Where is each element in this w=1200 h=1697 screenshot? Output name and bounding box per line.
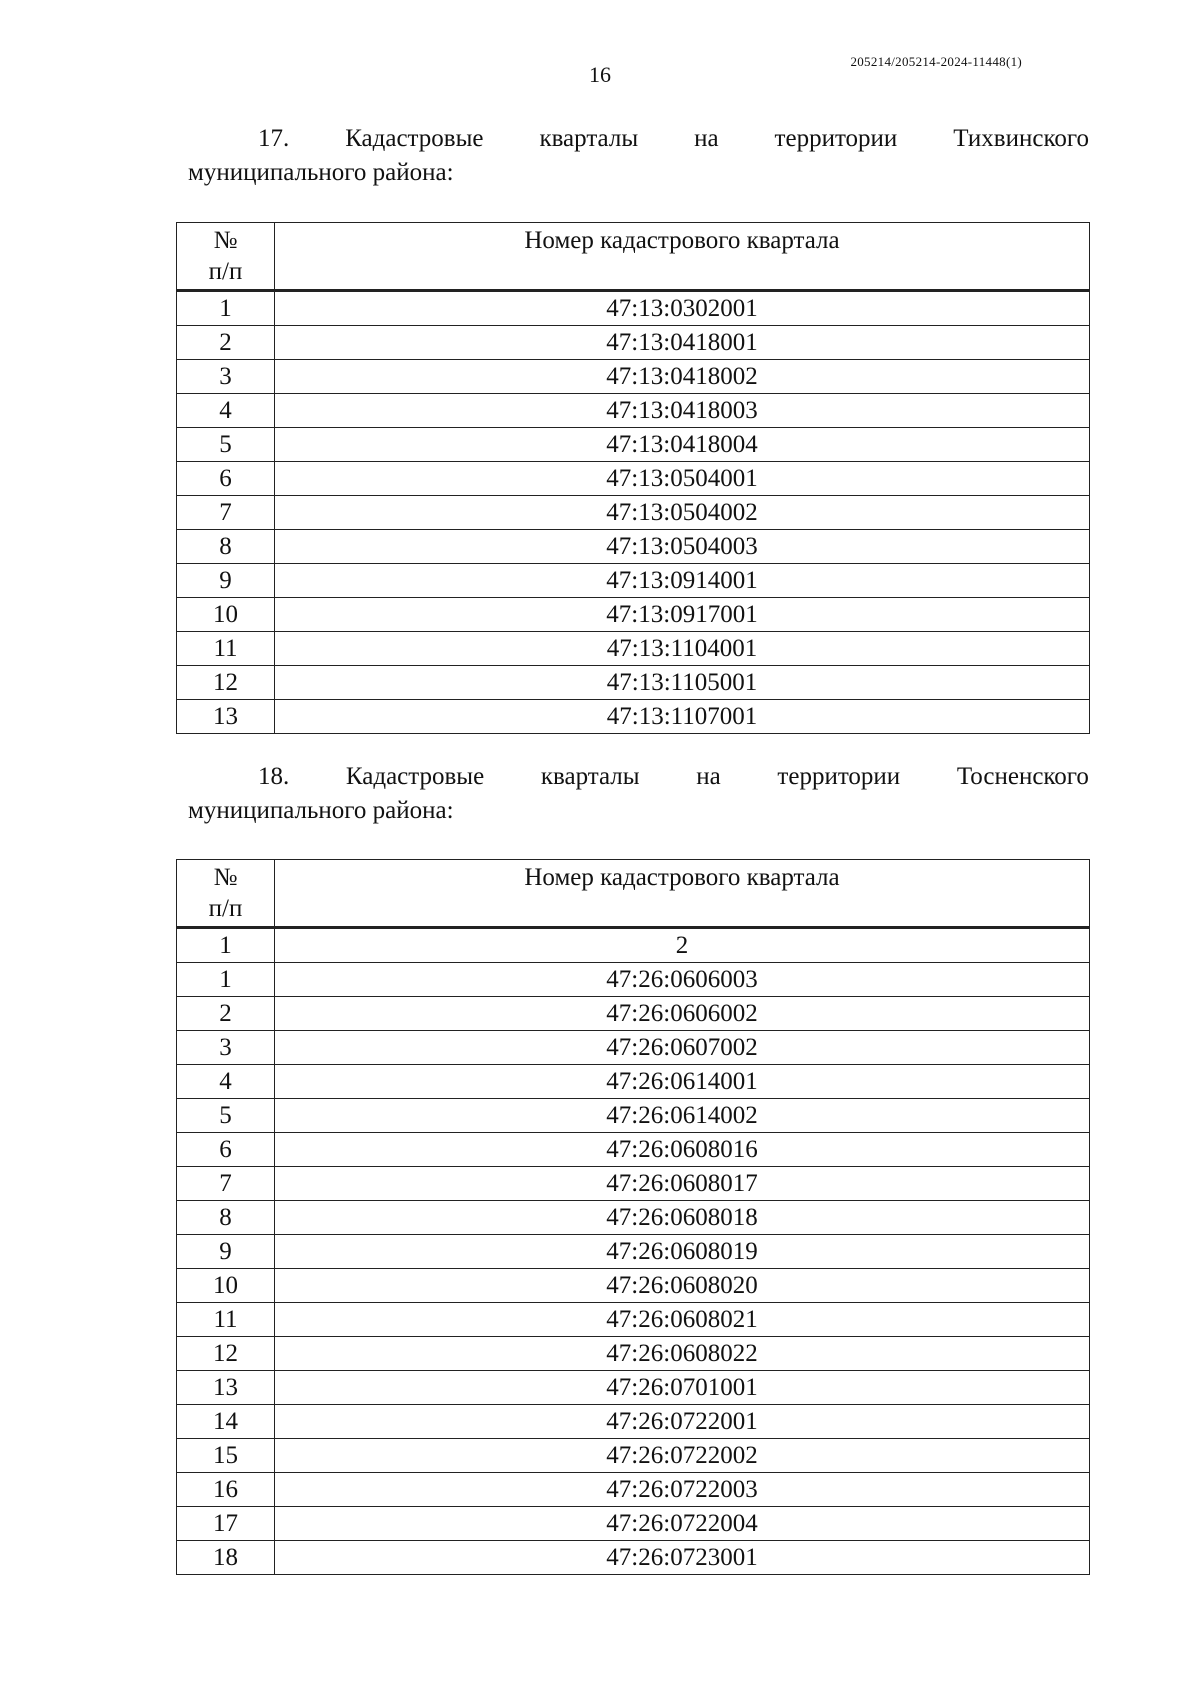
cadastral-number: 47:13:0917001	[275, 598, 1090, 632]
row-number: 7	[177, 1167, 275, 1201]
section-18-table-body	[177, 928, 1090, 1575]
row-number: 16	[177, 1473, 275, 1507]
table-header-row	[177, 223, 1090, 291]
cadastral-number: 47:13:0504003	[275, 530, 1090, 564]
row-number: 5	[177, 428, 275, 462]
row-number: 11	[177, 632, 275, 666]
row-number: 3	[177, 1031, 275, 1065]
row-number: 2	[177, 997, 275, 1031]
table-row	[177, 291, 1090, 326]
header-num-line2: п/п	[208, 258, 243, 285]
table-row	[177, 666, 1090, 700]
row-number: 17	[177, 1507, 275, 1541]
cadastral-number: 47:26:0606002	[275, 997, 1090, 1031]
row-number: 8	[177, 530, 275, 564]
table-row	[177, 1235, 1090, 1269]
document-id: 205214/205214-2024-11448(1)	[850, 54, 1022, 69]
table-header-row	[177, 860, 1090, 928]
cadastral-number: 2	[275, 928, 1090, 963]
cadastral-number: 47:26:0608019	[275, 1235, 1090, 1269]
header-num-line1: №	[213, 227, 238, 254]
table-row	[177, 632, 1090, 666]
header-num	[177, 860, 275, 928]
row-number: 14	[177, 1405, 275, 1439]
row-number: 6	[177, 1133, 275, 1167]
heading-word: кварталы	[540, 763, 640, 790]
row-number: 7	[177, 496, 275, 530]
section-17-heading-line1	[188, 122, 1089, 156]
heading-word: территории	[777, 763, 901, 790]
cadastral-number: 47:13:0418004	[275, 428, 1090, 462]
table-row	[177, 1099, 1090, 1133]
heading-word: Тихвинского	[953, 125, 1089, 152]
cadastral-number: 47:26:0607002	[275, 1031, 1090, 1065]
cadastral-number: 47:13:1104001	[275, 632, 1090, 666]
section-18-table	[176, 859, 1090, 1575]
cadastral-number: 47:13:0418003	[275, 394, 1090, 428]
table-row	[177, 1201, 1090, 1235]
table-row	[177, 1031, 1090, 1065]
section-17-heading-line2: муниципального района:	[188, 159, 454, 186]
table-row	[177, 1065, 1090, 1099]
row-number: 1	[177, 291, 275, 326]
table-row	[177, 1473, 1090, 1507]
heading-word: на	[694, 125, 719, 152]
section-18-heading-line1	[188, 760, 1089, 794]
cadastral-number: 47:26:0701001	[275, 1371, 1090, 1405]
cadastral-number: 47:13:0504001	[275, 462, 1090, 496]
header-num-line1: №	[213, 864, 238, 891]
row-number: 3	[177, 360, 275, 394]
cadastral-number: 47:26:0608022	[275, 1337, 1090, 1371]
cadastral-number: 47:26:0608016	[275, 1133, 1090, 1167]
table-row	[177, 928, 1090, 963]
cadastral-number: 47:13:1105001	[275, 666, 1090, 700]
row-number: 12	[177, 1337, 275, 1371]
table-row	[177, 564, 1090, 598]
table-row	[177, 963, 1090, 997]
row-number: 10	[177, 598, 275, 632]
heading-word: кварталы	[539, 125, 639, 152]
heading-word: Кадастровые	[345, 763, 485, 790]
section-18-heading	[188, 760, 1089, 828]
table-row	[177, 1167, 1090, 1201]
row-number: 9	[177, 1235, 275, 1269]
cadastral-number: 47:26:0723001	[275, 1541, 1090, 1575]
cadastral-number: 47:26:0722004	[275, 1507, 1090, 1541]
table-row	[177, 1303, 1090, 1337]
table-row	[177, 428, 1090, 462]
cadastral-number: 47:13:0914001	[275, 564, 1090, 598]
row-number: 2	[177, 326, 275, 360]
section-17-heading	[188, 122, 1089, 190]
table-row	[177, 1439, 1090, 1473]
row-number: 15	[177, 1439, 275, 1473]
heading-word: 17.	[258, 125, 290, 152]
heading-word: территории	[774, 125, 898, 152]
heading-word: Тосненского	[956, 763, 1089, 790]
row-number: 5	[177, 1099, 275, 1133]
table-row	[177, 1133, 1090, 1167]
header-code: Номер кадастрового квартала	[275, 223, 1090, 291]
header-num	[177, 223, 275, 291]
table-row	[177, 1405, 1090, 1439]
table-row	[177, 530, 1090, 564]
table-row	[177, 462, 1090, 496]
row-number: 13	[177, 1371, 275, 1405]
row-number: 6	[177, 462, 275, 496]
header-code: Номер кадастрового квартала	[275, 860, 1090, 928]
cadastral-number: 47:13:0418002	[275, 360, 1090, 394]
cadastral-number: 47:26:0606003	[275, 963, 1090, 997]
table-row	[177, 598, 1090, 632]
heading-word: Кадастровые	[345, 125, 484, 152]
cadastral-number: 47:26:0614001	[275, 1065, 1090, 1099]
cadastral-number: 47:26:0722001	[275, 1405, 1090, 1439]
cadastral-number: 47:13:0418001	[275, 326, 1090, 360]
cadastral-number: 47:13:0504002	[275, 496, 1090, 530]
row-number: 12	[177, 666, 275, 700]
row-number: 10	[177, 1269, 275, 1303]
section-18-heading-line2: муниципального района:	[188, 797, 454, 824]
table-row	[177, 1541, 1090, 1575]
table-row	[177, 1269, 1090, 1303]
cadastral-number: 47:26:0608021	[275, 1303, 1090, 1337]
header-num-line2: п/п	[208, 895, 243, 922]
row-number: 4	[177, 1065, 275, 1099]
row-number: 1	[177, 963, 275, 997]
table-row	[177, 997, 1090, 1031]
row-number: 8	[177, 1201, 275, 1235]
section-17-table-body	[177, 291, 1090, 734]
section-17-table	[176, 222, 1090, 734]
cadastral-number: 47:13:0302001	[275, 291, 1090, 326]
cadastral-number: 47:26:0608018	[275, 1201, 1090, 1235]
table-row	[177, 394, 1090, 428]
heading-word: на	[696, 763, 721, 790]
row-number: 11	[177, 1303, 275, 1337]
row-number: 13	[177, 700, 275, 734]
heading-word: 18.	[258, 763, 290, 790]
table-row	[177, 360, 1090, 394]
table-row	[177, 1337, 1090, 1371]
table-row	[177, 1371, 1090, 1405]
row-number: 1	[177, 928, 275, 963]
cadastral-number: 47:26:0722003	[275, 1473, 1090, 1507]
table-row	[177, 326, 1090, 360]
table-row	[177, 496, 1090, 530]
cadastral-number: 47:26:0608020	[275, 1269, 1090, 1303]
row-number: 4	[177, 394, 275, 428]
cadastral-number: 47:26:0608017	[275, 1167, 1090, 1201]
cadastral-number: 47:26:0614002	[275, 1099, 1090, 1133]
cadastral-number: 47:13:1107001	[275, 700, 1090, 734]
table-row	[177, 700, 1090, 734]
row-number: 9	[177, 564, 275, 598]
page-number: 16	[589, 62, 611, 87]
table-row	[177, 1507, 1090, 1541]
row-number: 18	[177, 1541, 275, 1575]
cadastral-number: 47:26:0722002	[275, 1439, 1090, 1473]
